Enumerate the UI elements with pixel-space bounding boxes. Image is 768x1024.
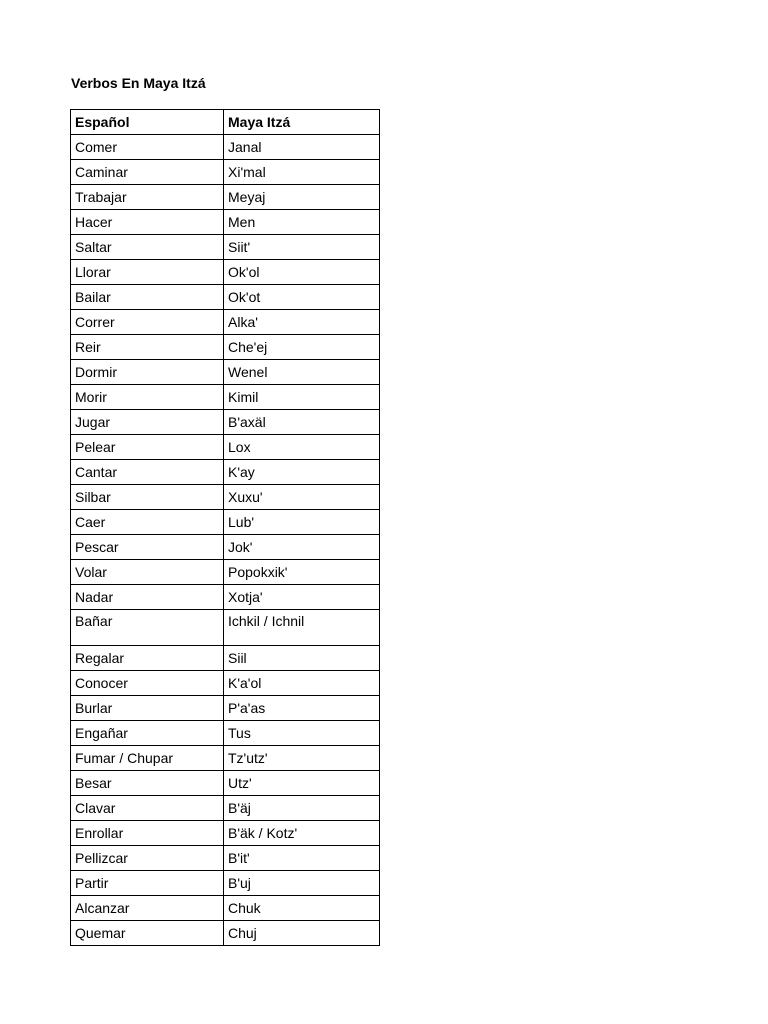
cell-espanol: Nadar: [71, 585, 224, 610]
cell-maya-itza: Xotja': [224, 585, 380, 610]
cell-maya-itza: Siil: [224, 646, 380, 671]
cell-espanol: Pelear: [71, 435, 224, 460]
table-row: [71, 285, 380, 310]
cell-maya-itza: K'ay: [224, 460, 380, 485]
cell-maya-itza: Xi'mal: [224, 160, 380, 185]
table-row: [71, 671, 380, 696]
table-row: [71, 535, 380, 560]
cell-espanol: Cantar: [71, 460, 224, 485]
cell-maya-itza: Chuj: [224, 921, 380, 946]
cell-maya-itza: Popokxik': [224, 560, 380, 585]
cell-maya-itza: B'uj: [224, 871, 380, 896]
cell-espanol: Partir: [71, 871, 224, 896]
table-row: [71, 510, 380, 535]
table-row: [71, 771, 380, 796]
cell-espanol: Bailar: [71, 285, 224, 310]
cell-espanol: Enrollar: [71, 821, 224, 846]
cell-maya-itza: K'a'ol: [224, 671, 380, 696]
table-row: [71, 721, 380, 746]
cell-maya-itza: B'it': [224, 846, 380, 871]
cell-espanol: Quemar: [71, 921, 224, 946]
table-row: [71, 235, 380, 260]
table-row: [71, 485, 380, 510]
cell-espanol: Conocer: [71, 671, 224, 696]
cell-espanol: Caer: [71, 510, 224, 535]
table-row: [71, 210, 380, 235]
table-header: [71, 110, 380, 135]
cell-maya-itza: Che'ej: [224, 335, 380, 360]
table-row: [71, 821, 380, 846]
cell-espanol: Morir: [71, 385, 224, 410]
header-row: [71, 110, 380, 135]
table-row: [71, 646, 380, 671]
cell-espanol: Hacer: [71, 210, 224, 235]
cell-espanol: Pellizcar: [71, 846, 224, 871]
cell-espanol: Bañar: [71, 610, 224, 646]
cell-maya-itza: Xuxu': [224, 485, 380, 510]
cell-espanol: Llorar: [71, 260, 224, 285]
cell-maya-itza: Ichkil / Ichnil: [224, 610, 380, 646]
table-row: [71, 310, 380, 335]
cell-espanol: Caminar: [71, 160, 224, 185]
cell-espanol: Clavar: [71, 796, 224, 821]
table-row: [71, 435, 380, 460]
table-row: [71, 696, 380, 721]
table-row: [71, 360, 380, 385]
cell-maya-itza: B'äj: [224, 796, 380, 821]
table-row: [71, 410, 380, 435]
cell-espanol: Alcanzar: [71, 896, 224, 921]
cell-maya-itza: Jok': [224, 535, 380, 560]
cell-espanol: Volar: [71, 560, 224, 585]
cell-espanol: Reir: [71, 335, 224, 360]
cell-espanol: Correr: [71, 310, 224, 335]
cell-maya-itza: Lox: [224, 435, 380, 460]
cell-maya-itza: Tz'utz': [224, 746, 380, 771]
cell-espanol: Saltar: [71, 235, 224, 260]
table-row: [71, 585, 380, 610]
cell-espanol: Dormir: [71, 360, 224, 385]
header-maya-itza: Maya Itzá: [224, 110, 380, 135]
cell-maya-itza: P'a'as: [224, 696, 380, 721]
table-row: [71, 135, 380, 160]
cell-espanol: Besar: [71, 771, 224, 796]
cell-espanol: Pescar: [71, 535, 224, 560]
cell-maya-itza: Wenel: [224, 360, 380, 385]
document-title: Verbos En Maya Itzá: [71, 75, 206, 91]
table-row: [71, 160, 380, 185]
cell-espanol: Jugar: [71, 410, 224, 435]
cell-espanol: Engañar: [71, 721, 224, 746]
cell-maya-itza: Ok'ot: [224, 285, 380, 310]
verbs-table: [70, 109, 380, 946]
table-row: [71, 610, 380, 646]
cell-maya-itza: B'äk / Kotz': [224, 821, 380, 846]
cell-maya-itza: Lub': [224, 510, 380, 535]
cell-espanol: Trabajar: [71, 185, 224, 210]
table-row: [71, 385, 380, 410]
cell-espanol: Burlar: [71, 696, 224, 721]
cell-maya-itza: Meyaj: [224, 185, 380, 210]
table-row: [71, 560, 380, 585]
cell-maya-itza: Tus: [224, 721, 380, 746]
table-row: [71, 460, 380, 485]
table-row: [71, 335, 380, 360]
cell-maya-itza: Janal: [224, 135, 380, 160]
header-espanol: Español: [71, 110, 224, 135]
cell-maya-itza: B'axäl: [224, 410, 380, 435]
table-row: [71, 896, 380, 921]
cell-maya-itza: Ok'ol: [224, 260, 380, 285]
cell-maya-itza: Chuk: [224, 896, 380, 921]
table-row: [71, 871, 380, 896]
cell-maya-itza: Utz': [224, 771, 380, 796]
cell-espanol: Fumar / Chupar: [71, 746, 224, 771]
table-row: [71, 185, 380, 210]
table-row: [71, 921, 380, 946]
cell-espanol: Silbar: [71, 485, 224, 510]
table-row: [71, 260, 380, 285]
table-row: [71, 846, 380, 871]
table-row: [71, 746, 380, 771]
cell-maya-itza: Siit': [224, 235, 380, 260]
table-row: [71, 796, 380, 821]
cell-espanol: Comer: [71, 135, 224, 160]
cell-maya-itza: Alka': [224, 310, 380, 335]
table-body: [71, 135, 380, 946]
cell-maya-itza: Kimil: [224, 385, 380, 410]
cell-espanol: Regalar: [71, 646, 224, 671]
cell-maya-itza: Men: [224, 210, 380, 235]
